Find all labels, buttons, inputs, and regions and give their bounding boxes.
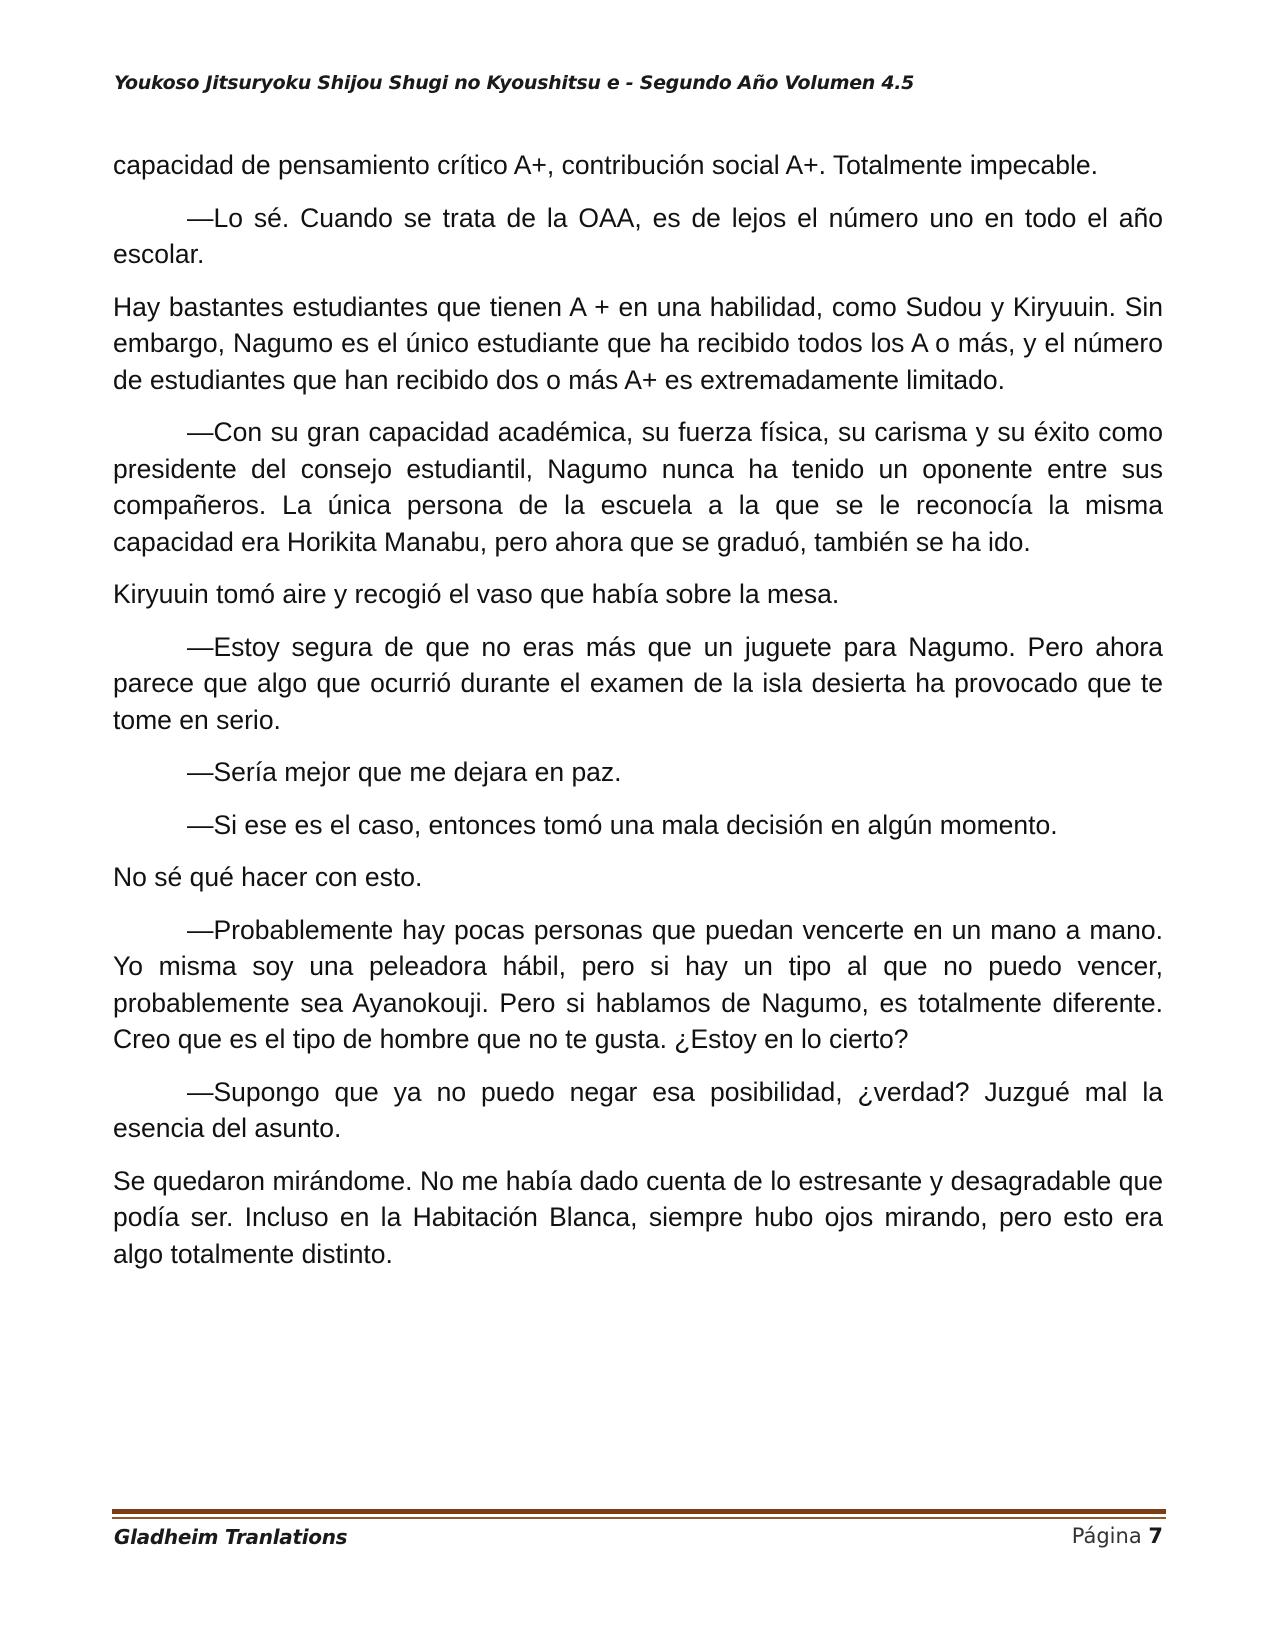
dialogue-paragraph: —Supongo que ya no puedo negar esa posibilidad, ¿verdad? Juzgué mal la esencia del asunto. xyxy=(113,1076,1163,1143)
dialogue-paragraph: —Si ese es el caso, entonces tomó una mala decisión en algún momento. xyxy=(187,809,1058,840)
paragraph: capacidad de pensamiento crítico A+, contribución social A+. Totalmente impecable. xyxy=(113,150,1099,180)
dialogue-paragraph: —Lo sé. Cuando se trata de la OAA, es de lejos el número uno en todo el año escolar. xyxy=(113,202,1163,269)
dialogue-paragraph: —Con su gran capacidad académica, su fuerza física, su carisma y su éxito como presidente del consejo estudiantil, Nagumo nunca ha tenido un oponente entre sus compañeros. La única persona de la escuela a la que se le reconocía la misma capacidad era Horikita Manabu, pero ahora que se graduó, también se ha ido. xyxy=(113,417,1163,557)
footer-credit: Gladheim Tranlations xyxy=(114,1525,348,1549)
dialogue-paragraph: —Sería mejor que me dejara en paz. xyxy=(187,757,622,787)
page-number: 7 xyxy=(1148,1524,1163,1548)
footer-rule-thin xyxy=(112,1517,1166,1519)
page-label: Página xyxy=(1071,1524,1142,1548)
paragraph: Kiryuuin tomó aire y recogió el vaso que había sobre la mesa. xyxy=(113,579,840,609)
dialogue-paragraph: —Probablemente hay pocas personas que puedan vencerte en un mano a mano. Yo misma soy una peleadora hábil, pero si hay un tipo al que no puedo vencer, probablemente sea Ayanokouji. Pero si hablamos de Nagumo, es totalmente diferente. Creo que es el tipo de hombre que no te gusta. ¿Estoy en lo cierto? xyxy=(113,914,1163,1054)
footer-rule xyxy=(112,1509,1166,1514)
paragraph: Se quedaron mirándome. No me había dado cuenta de lo estresante y desagradable que podía ser. Incluso en la Habitación Blanca, siempre hubo ojos mirando, pero esto era algo totalmente distinto. xyxy=(113,1165,1163,1269)
paragraph: Hay bastantes estudiantes que tienen A + en una habilidad, como Sudou y Kiryuuin. Sin embargo, Nagumo es el único estudiante que ha recibido todos los A o más, y el número de estudiantes que han recibido dos o más A+ es extremadamente limitado. xyxy=(113,291,1163,395)
paragraph: No sé qué hacer con esto. xyxy=(113,862,423,892)
dialogue-paragraph: —Estoy segura de que no eras más que un juguete para Nagumo. Pero ahora parece que algo que ocurrió durante el examen de la isla desierta ha provocado que te tome en serio. xyxy=(113,631,1163,735)
running-header: Youkoso Jitsuryoku Shijou Shugi no Kyoushitsu e - Segundo Año Volumen 4.5 xyxy=(114,72,915,94)
page-body xyxy=(113,147,1163,1288)
page-number-label xyxy=(1072,1524,1163,1548)
